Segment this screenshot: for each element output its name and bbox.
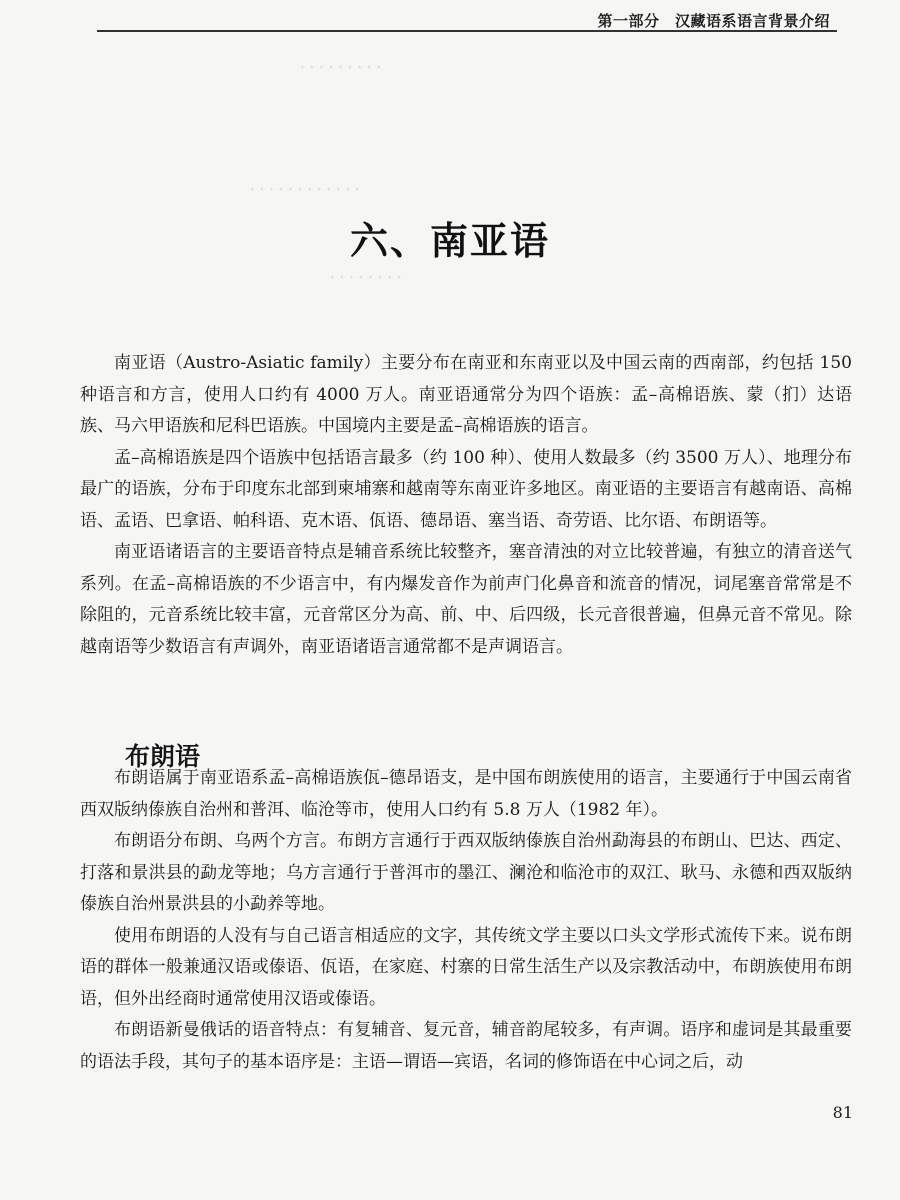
section-paragraph-1: 布朗语属于南亚语系孟–高棉语族佤–德昂语支，是中国布朗族使用的语言，主要通行于中国云南省西双版纳傣族自治州和普洱、临沧等市，使用人口约有 5.8 万人（1982 年）。: [80, 768, 852, 820]
show-through-text: · · · · · · · · · · · ·: [250, 180, 360, 198]
section-paragraph-4: 布朗语新曼俄话的语音特点：有复辅音、复元音，辅音韵尾较多，有声调。语序和虚词是其最重要的语法手段，其句子的基本语序是：主语—谓语—宾语，名词的修饰语在中心词之后，动: [80, 1020, 852, 1072]
page-number: 81: [832, 1103, 853, 1122]
section-paragraph-3: 使用布朗语的人没有与自己语言相适应的文字，其传统文学主要以口头文学形式流传下来。说布朗语的群体一般兼通汉语或傣语、佤语，在家庭、村寨的日常生活生产以及宗教活动中，布朗族使用布朗语，但外出经商时通常使用汉语或傣语。: [80, 925, 852, 1009]
intro-paragraph-1: 南亚语（Austro-Asiatic family）主要分布在南亚和东南亚以及中国云南的西南部，约包括 150 种语言和方言，使用人口约有 4000 万人。南亚语通常分为四个语族：孟–高棉语族、蒙（扪）达语族、马六甲语族和尼科巴语族。中国境内主要是孟–高棉语族的语言。: [80, 353, 852, 436]
show-through-text: · · · · · · · ·: [330, 268, 402, 286]
chapter-title: 六、南亚语: [349, 218, 550, 264]
intro-paragraph-2: 孟–高棉语族是四个语族中包括语言最多（约 100 种）、使用人数最多（约 3500 万人）、地理分布最广的语族，分布于印度东北部到柬埔寨和越南等东南亚许多地区。南亚语的主要语言有越南语、高棉语、孟语、巴拿语、帕科语、克木语、佤语、德昂语、塞当语、奇劳语、比尔语、布朗语等。: [80, 447, 852, 531]
intro-paragraph-3: 南亚语诸语言的主要语音特点是辅音系统比较整齐，塞音清浊的对立比较普遍，有独立的清音送气系列。在孟–高棉语族的不少语言中，有内爆发音作为前声门化鼻音和流音的情况，词尾塞音常常是不除阻的，元音系统比较丰富，元音常区分为高、前、中、后四级，长元音很普遍，但鼻元音不常见。除越南语等少数语言有声调外，南亚语诸语言通常都不是声调语言。: [80, 542, 852, 657]
show-through-text: · · · · · · · · ·: [300, 58, 382, 76]
running-header: 第一部分 汉藏语系语言背景介绍: [597, 12, 830, 30]
bulang-section: [80, 763, 852, 1078]
intro-section: [80, 348, 852, 663]
header-rule: [97, 30, 837, 32]
section-paragraph-2: 布朗语分布朗、乌两个方言。布朗方言通行于西双版纳傣族自治州勐海县的布朗山、巴达、西定、打落和景洪县的勐龙等地；乌方言通行于普洱市的墨江、澜沧和临沧市的双江、耿马、永德和西双版纳傣族自治州景洪县的小勐养等地。: [80, 831, 852, 914]
section-heading: 布朗语: [125, 741, 201, 771]
